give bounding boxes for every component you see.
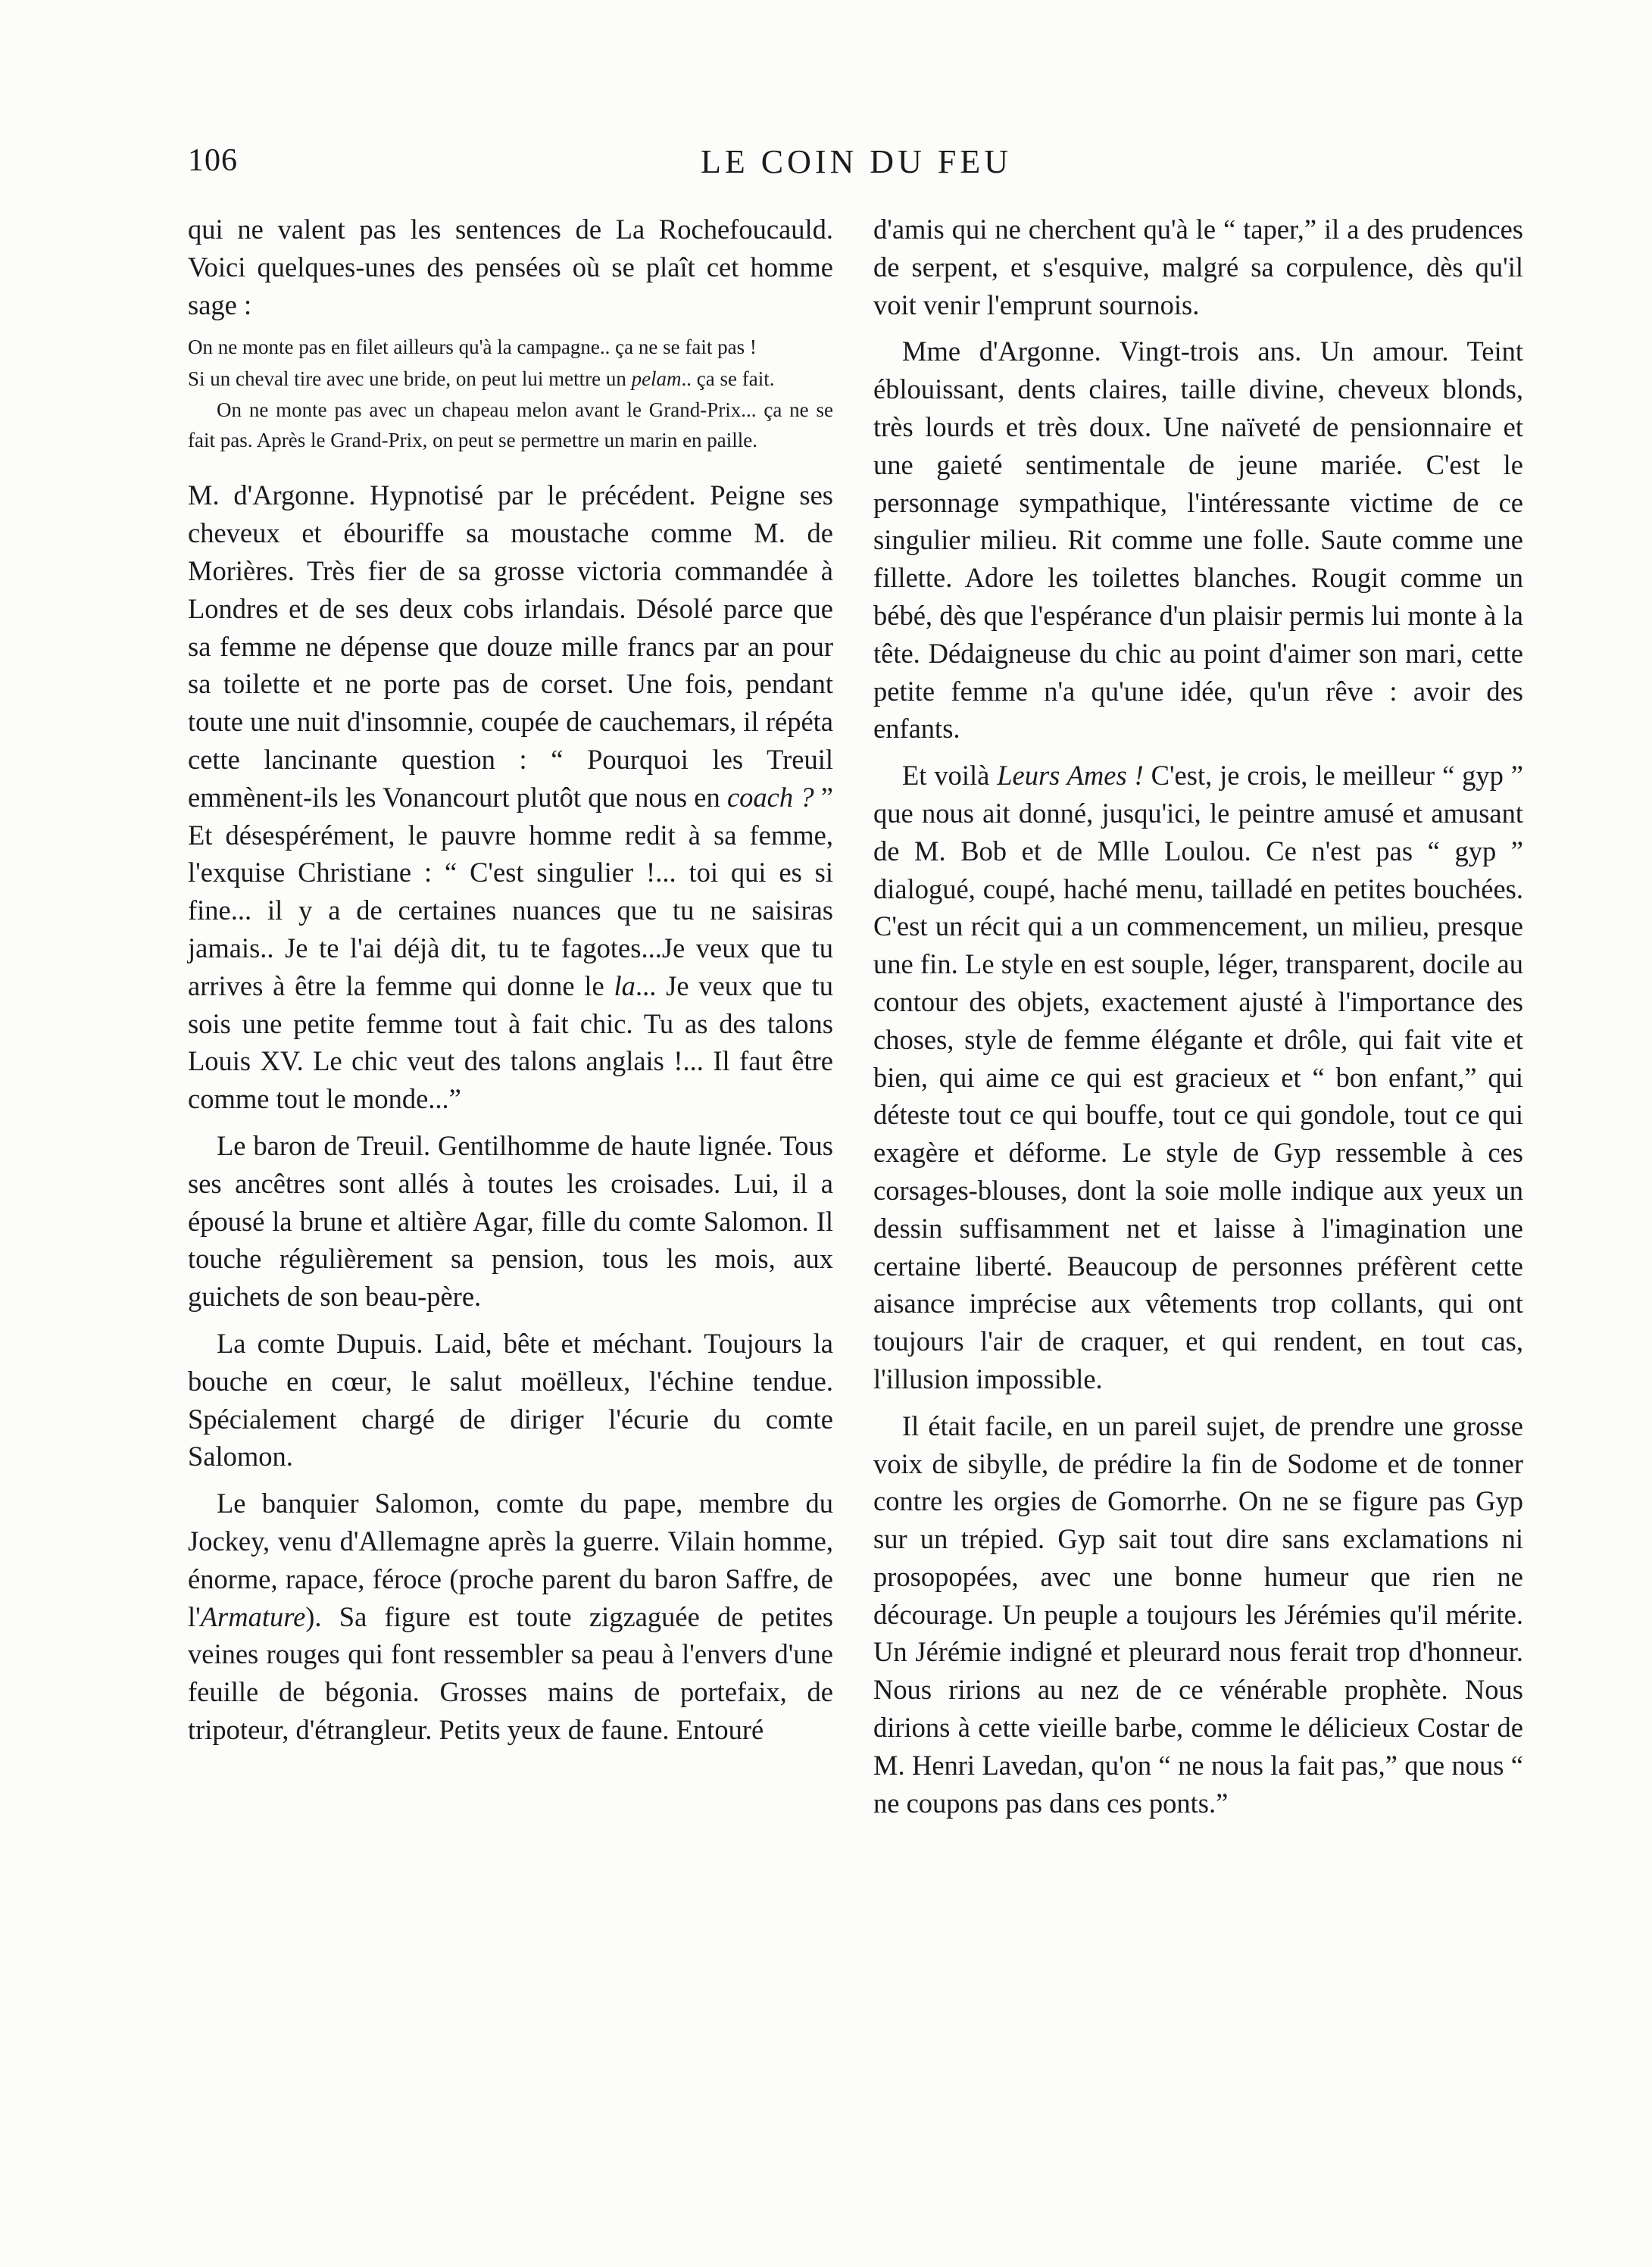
quoted-maxims <box>188 333 833 455</box>
italic-title: Leurs Ames ! <box>997 760 1144 792</box>
paragraph <box>188 1485 833 1749</box>
italic-title: Armature <box>200 1600 306 1632</box>
left-column <box>188 211 833 1758</box>
maxim-italic-word: pelam <box>631 367 682 390</box>
maxim <box>188 364 833 395</box>
paragraph-text: Le banquier Salomon, comte du pape, membre du Jockey, venu d'Allemagne après la guerre. Vilain homme, énorme, rapace, féroce (proche parent du baron Saffre, de l' <box>188 1488 833 1632</box>
italic-word: coach ? <box>726 781 814 813</box>
page-number: 106 <box>188 143 238 178</box>
paragraph: Mme d'Argonne. Vingt-trois ans. Un amour. Teint éblouissant, dents claires, taille divine, cheveux blonds, très lourds et très doux. Une naïveté de pensionnaire et une gaieté sentimentale de jeune mariée. C'est le personnage sympathique, l'intéressante victime de ce singulier milieu. Rit comme une folle. Saute comme une fillette. Adore les toilettes blanches. Rougit comme un bébé, dès que l'espérance d'un plaisir permis lui monte à la tête. Dédaigneuse du chic au point d'aimer son mari, cette petite femme n'a qu'une idée, qu'un rêve : avoir des enfants. <box>873 336 1523 745</box>
paragraph <box>188 476 833 1118</box>
paragraph <box>873 757 1523 1398</box>
paragraph-text: ... Je veux que tu sois une petite femme tout à fait chic. Tu as des talons Louis XV. Le chic veut des talons anglais !... Il faut être comme tout le monde...” <box>188 970 833 1115</box>
running-title: LE COIN DU FEU <box>701 143 1012 180</box>
paragraph-text: M. d'Argonne. Hypnotisé par le précédent. Peigne ses cheveux et ébouriffe sa moustache comme M. de Morières. Très fier de sa grosse victoria commandée à Londres et de ses deux cobs irlandais. Désolé parce que sa femme ne dépense que douze mille francs par an pour sa toilette et ne porte pas de corset. Une fois, pendant toute une nuit d'insomnie, coupée de cauchemars, il répéta cette lancinante question : “ Pourquoi les Treuil emmènent-ils les Vonancourt plutôt que nous en <box>188 479 833 813</box>
right-column <box>873 211 1523 1831</box>
maxim: On ne monte pas avec un chapeau melon avant le Grand-Prix... ça ne se fait pas. Après le Grand-Prix, on peut se permettre un marin en paille. <box>188 398 833 451</box>
paragraph-text: ” Et désespérément, le pauvre homme redit à sa femme, l'exquise Christiane : “ C'est singulier !... toi qui es si fine... il y a de certaines nuances que tu ne saisiras jamais.. Je te l'ai déjà dit, tu te fagotes...Je veux que tu arrives à être la femme qui donne le <box>188 781 833 1001</box>
maxim: On ne monte pas en filet ailleurs qu'à la campagne.. ça ne se fait pas ! <box>188 336 757 359</box>
maxim-text: .. ça se fait. <box>681 367 775 390</box>
paragraph-text: C'est, je crois, le meilleur “ gyp ” que nous ait donné, jusqu'ici, le peintre amusé et amusant de M. Bob et de Mlle Loulou. Ce n'est pas “ gyp ” dialogué, coupé, haché menu, tailladé en petites bouchées. C'est un récit qui a un commencement, un milieu, presque une fin. Le style en est souple, léger, transparent, docile au contour des objets, exactement ajusté à l'importance des choses, style de femme élégante et drôle, qui fait vite et bien, qui aime ce qui est gracieux et “ bon enfant,” qui déteste tout ce qui bouffe, tout ce qui gondole, tout ce qui exagère et déforme. Le style de Gyp ressemble à ces corsages-blouses, dont la soie molle indique aux yeux un dessin suffisamment net et laisse à l'imagination une certaine liberté. Beaucoup de personnes préfèrent cette aisance imprécise aux vêtements trop collants, qui ont toujours l'air de craquer, et qui rendent, en tout cas, l'illusion impossible. <box>873 760 1524 1394</box>
paragraph: La comte Dupuis. Laid, bête et méchant. Toujours la bouche en cœur, le salut moëlleux, l'échine tendue. Spécialement chargé de diriger l'écurie du comte Salomon. <box>188 1327 833 1472</box>
paragraph: qui ne valent pas les sentences de La Rochefoucauld. Voici quelques-unes des pensées où se plaît cet homme sage : <box>188 214 833 320</box>
maxim-text: Si un cheval tire avec une bride, on peut lui mettre un <box>188 367 626 390</box>
paragraph-text: Et voilà <box>902 760 998 792</box>
italic-word: la <box>614 970 636 1001</box>
paragraph: Le baron de Treuil. Gentilhomme de haute lignée. Tous ses ancêtres sont allés à toutes les croisades. Lui, il a épousé la brune et altière Agar, fille du comte Salomon. Il touche régulièrement sa pension, tous les mois, aux guichets de son beau-père. <box>188 1129 833 1313</box>
paragraph: d'amis qui ne cherchent qu'à le “ taper,” il a des prudences de serpent, et s'esquive, malgré sa corpulence, dès qu'il voit venir l'emprunt sournois. <box>873 214 1523 320</box>
paragraph-text: ). Sa figure est toute zigzaguée de petites veines rouges qui font ressembler sa peau à l'envers d'une feuille de bégonia. Grosses mains de portefaix, de tripoteur, d'étrangleur. Petits yeux de faune. Entouré <box>188 1600 833 1745</box>
paragraph: Il était facile, en un pareil sujet, de prendre une grosse voix de sibylle, de prédire la fin de Sodome et de tonner contre les orgies de Gomorrhe. On ne se figure pas Gyp sur un trépied. Gyp sait tout dire sans exclamations ni prosopopées, avec une bonne humeur que rien ne décourage. Un peuple a toujours les Jérémies qu'il mérite. Un Jérémie indigné et pleurard nous ferait trop d'honneur. Nous ririons au nez de ce vénérable prophète. Nous dirions à cette vieille barbe, comme le délicieux Costar de M. Henri Lavedan, qu'on “ ne nous la fait pas,” que nous “ ne coupons pas dans ces ponts.” <box>873 1410 1523 1819</box>
running-head <box>0 142 1652 188</box>
